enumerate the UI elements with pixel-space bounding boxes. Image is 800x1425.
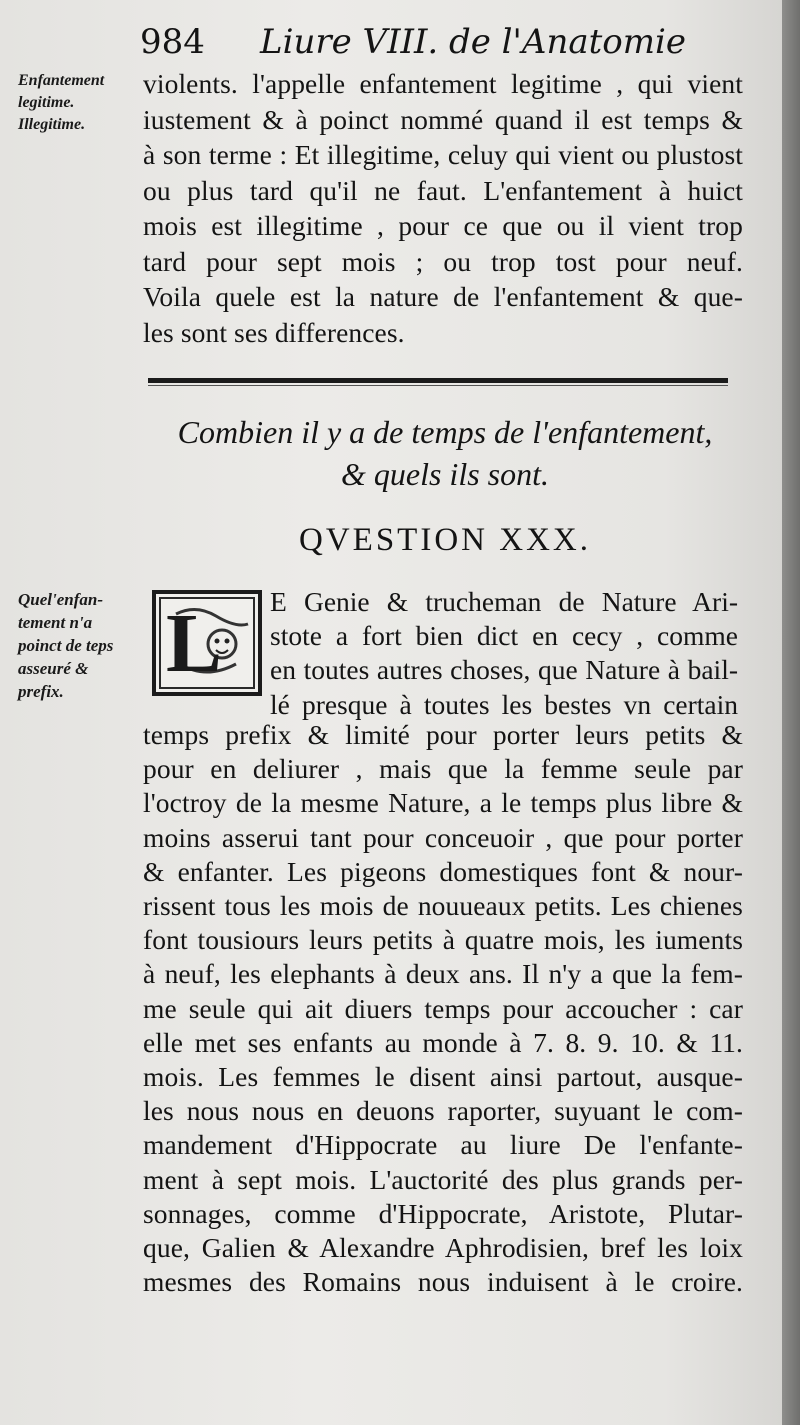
chapter-title-line-1: Combien il y a de temps de l'enfantement,	[177, 414, 713, 450]
text-line: violents. l'appelle enfantement legitime , qui vient	[143, 68, 743, 99]
chapter-title-line-2: & quels ils sont.	[340, 456, 549, 492]
running-title: Liure VIII. de l'Anatomie	[260, 22, 686, 62]
page-number: 984	[140, 22, 205, 62]
text-line: pour en deliurer , mais que la femme seule par	[143, 753, 743, 785]
text-line: mois. Les femmes le disent ainsi partout, ausque-	[143, 1061, 743, 1093]
text-line: mesmes des Romains nous induisent à le croire.	[143, 1266, 743, 1298]
text-line: en toutes autres choses, que Nature à bail-	[270, 654, 738, 686]
page-edge-shadow	[782, 0, 800, 1425]
margin-note-line: poinct de teps	[18, 636, 114, 655]
text-line: les nous nous en deuons raporter, suyuant le com-	[143, 1095, 743, 1127]
text-line: lé presque à toutes les bestes vn certain	[270, 688, 738, 720]
margin-note-line: Illegitime.	[18, 116, 86, 133]
section-rule-thin	[148, 385, 728, 386]
text-line: les sont ses differences.	[143, 316, 405, 348]
text-line: stote a fort bien dict en cecy , comme	[270, 620, 738, 652]
text-line: elle met ses enfants au monde à 7. 8. 9. 10. & 11.	[143, 1026, 743, 1058]
initial-letter: L	[166, 597, 223, 690]
text-line: sonnages, comme d'Hippocrate, Aristote, Plutar-	[143, 1197, 743, 1229]
text-line: Voila quele est la nature de l'enfantement & que-	[143, 281, 743, 312]
margin-note-line: tement n'a	[18, 613, 93, 632]
text-line: à son terme : Et illegitime, celuy qui vient ou plustost	[143, 139, 743, 170]
paragraph-enfantement	[143, 66, 743, 348]
text-line: temps prefix & limité pour porter leurs petits &	[143, 719, 743, 750]
margin-note-line: Quel'enfan-	[18, 590, 103, 609]
margin-note-enfantement	[18, 70, 138, 136]
question-heading: QVESTION XXX.	[299, 522, 591, 558]
paragraph-question-body	[143, 718, 743, 1299]
text-line: mois est illegitime , pour ce que ou il vient trop	[143, 210, 743, 241]
text-line: à neuf, les elephants à deux ans. Il n'y a que la fem-	[143, 958, 743, 990]
text-line: l'octroy de la mesme Nature, a le temps plus libre &	[143, 787, 743, 819]
margin-note-line: legitime.	[18, 94, 75, 111]
margin-note-line: asseuré &	[18, 659, 89, 678]
text-line: que, Galien & Alexandre Aphrodisien, bref les loix	[143, 1232, 743, 1264]
text-line: font tousiours leurs petits à quatre mois, les iuments	[143, 924, 743, 956]
text-line: & enfanter. Les pigeons domestiques font & nour-	[143, 855, 743, 887]
text-line: tard pour sept mois ; ou trop tost pour neuf.	[143, 245, 743, 277]
text-line: ou plus tard qu'il ne faut. L'enfantement à huict	[143, 174, 743, 206]
text-line: E Genie & trucheman de Nature Ari-	[270, 586, 738, 617]
text-line: ment à sept mois. L'auctorité des plus grands per-	[143, 1163, 743, 1195]
text-line: moins asserui tant pour conceuoir , que pour porter	[143, 821, 743, 853]
margin-note-quel-enfantement	[18, 588, 138, 703]
margin-note-line: prefix.	[18, 682, 64, 701]
text-line: me seule qui ait diuers temps pour accoucher : car	[143, 992, 743, 1024]
ornamental-initial	[152, 590, 262, 696]
text-line: mandement d'Hippocrate au liure De l'enfante-	[143, 1129, 743, 1161]
text-line: iustement & à poinct nommé quand il est temps &	[143, 103, 743, 135]
text-line: rissent tous les mois de nouueaux petits. Les chienes	[143, 890, 743, 922]
section-rule	[148, 378, 728, 383]
margin-note-line: Enfantement	[18, 72, 105, 89]
paragraph-first-lines	[270, 585, 738, 722]
page-header	[140, 18, 740, 66]
